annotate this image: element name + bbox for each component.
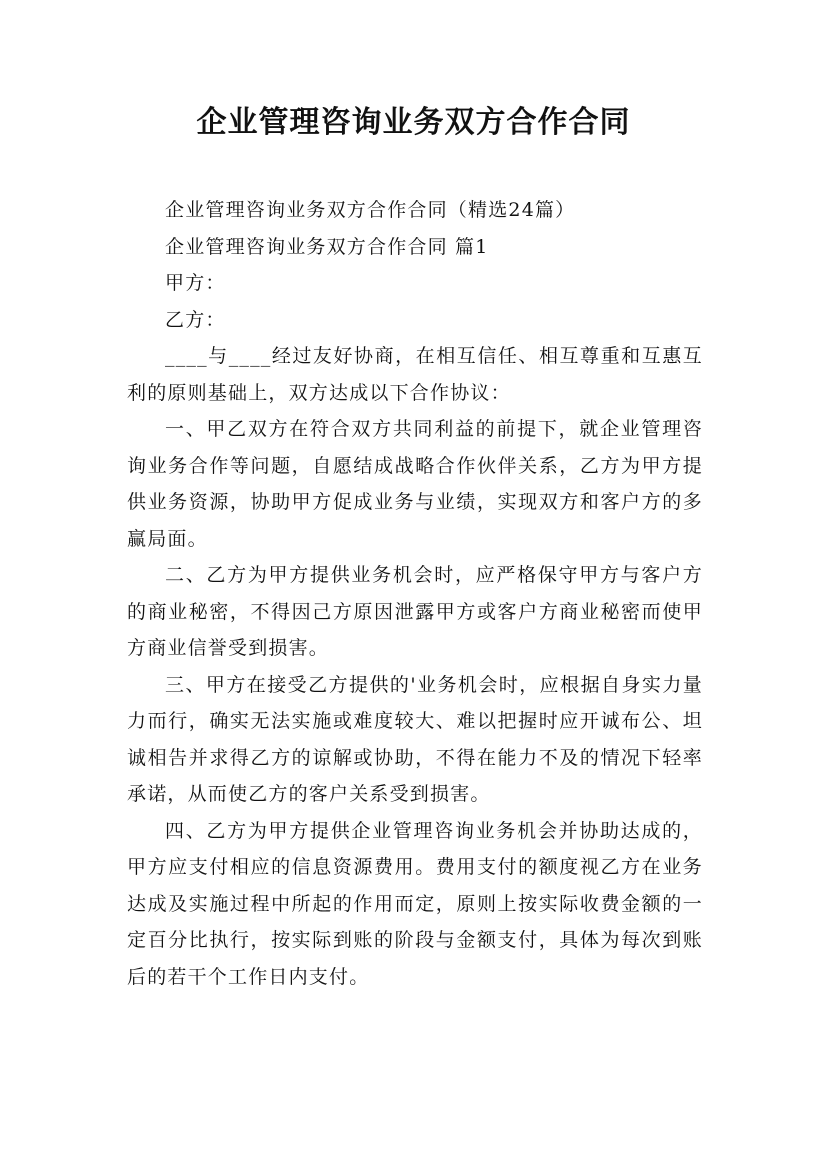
paragraph-section-heading: 企业管理咨询业务双方合作合同 篇1 (165, 235, 489, 258)
paragraph-preamble: ____与____经过友好协商，在相互信任、相互尊重和互惠互利的原则基础上，双方达成以下合作协议： (127, 345, 703, 404)
document-title: 企业管理咨询业务双方合作合同 (196, 105, 631, 140)
paragraph-clause-2: 二、乙方为甲方提供业务机会时，应严格保守甲方与客户方的商业秘密，不得因己方原因泄露甲方或客户方商业秘密而使甲方商业信誉受到损害。 (127, 564, 703, 659)
paragraph-clause-3: 三、甲方在接受乙方提供的'业务机会时，应根据自身实力量力而行，确实无法实施或难度较大、难以把握时应开诚布公、坦诚相告并求得乙方的谅解或协助，不得在能力不及的情况下轻率承诺，从而使乙方的客户关系受到损害。 (127, 673, 703, 805)
paragraph-subtitle: 企业管理咨询业务双方合作合同（精选24篇） (165, 199, 576, 221)
paragraph-party-b: 乙方： (165, 308, 226, 331)
paragraph-clause-4: 四、乙方为甲方提供企业管理咨询业务机会并协助达成的，甲方应支付相应的信息资源费用。费用支付的额度视乙方在业务达成及实施过程中所起的作用而定，原则上按实际收费金额的一定百分比执行，按实际到账的阶段与金额支付，具体为每次到账后的若干个工作日内支付。 (127, 819, 703, 988)
paragraph-party-a: 甲方： (165, 272, 226, 294)
paragraph-clause-1: 一、甲乙双方在符合双方共同利益的前提下，就企业管理咨询业务合作等问题，自愿结成战略合作伙伴关系，乙方为甲方提供业务资源，协助甲方促成业务与业绩，实现双方和客户方的多赢局面。 (127, 418, 703, 550)
document-body (127, 192, 703, 995)
